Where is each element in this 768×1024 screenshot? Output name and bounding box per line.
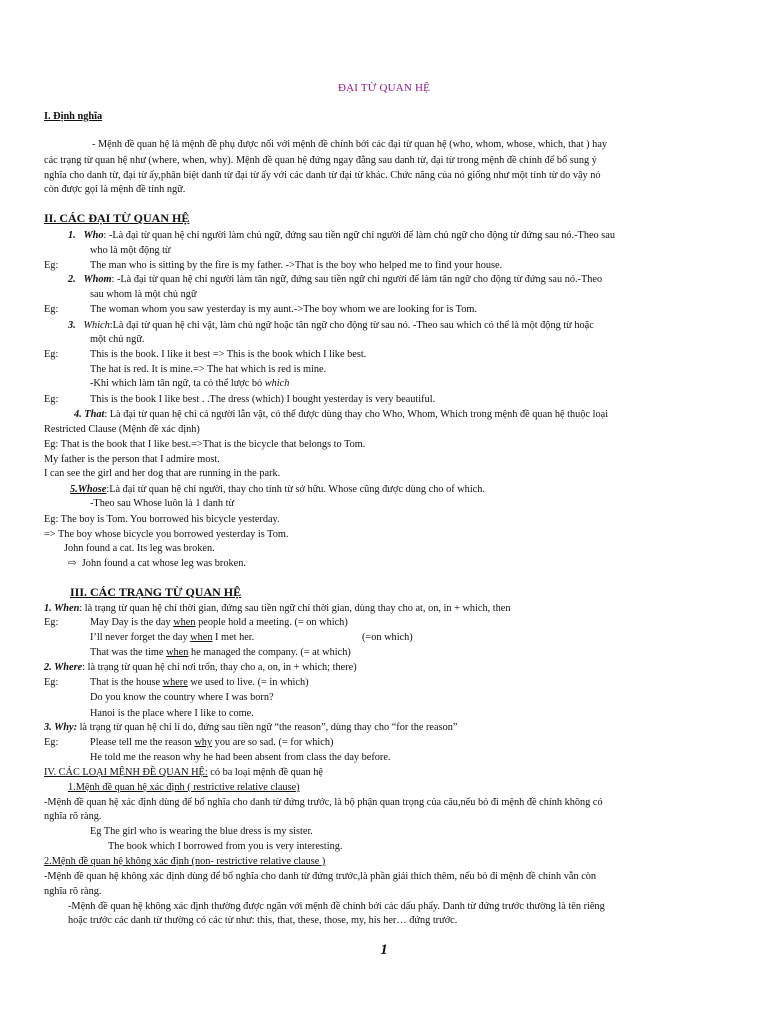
- section-4-heading-rest: có ba loại mệnh đề quan hệ: [207, 767, 323, 778]
- term-where: 2. Where: [44, 662, 83, 673]
- when-definition: [44, 603, 511, 615]
- term-whose: 5.Whose: [70, 484, 107, 495]
- whose-definition-cont: -Theo sau Whose luôn là 1 danh từ: [90, 498, 235, 509]
- example-text: I met her.: [212, 632, 255, 643]
- that-definition-cont: Restricted Clause (Mệnh đề xác định): [44, 424, 200, 435]
- eg-label: Eg:: [44, 349, 59, 360]
- who-example: [44, 260, 502, 272]
- example-text: we used to live. (= in which): [187, 677, 309, 688]
- which-example-3-text: This is the book I like best . .The dress (which) I bought yesterday is very beautiful.: [90, 394, 436, 405]
- eg-label: Eg:: [44, 394, 59, 405]
- when-definition-text: : là trạng từ quan hệ chỉ thời gian, đứng sau tiền ngữ chỉ thời gian, dùng thay cho at, on, in + which, then: [79, 603, 511, 614]
- underlined-word: when: [166, 647, 189, 658]
- non-restrictive-heading: 2.Mệnh đề quan hệ không xác định (non- restrictive relative clause ): [44, 856, 326, 867]
- when-example-3: [90, 647, 351, 659]
- which-example-3: [44, 394, 435, 406]
- document-title: ĐẠI TỪ QUAN HỆ: [337, 82, 431, 94]
- whose-example-2: => The boy whose bicycle you borrowed yesterday is Tom.: [44, 529, 289, 540]
- example-text: That was the time: [90, 647, 167, 658]
- whom-definition-text: : -Là đại từ quan hệ chỉ người làm tân ngữ, đứng sau tiền ngữ chỉ người để làm tân ngữ cho động từ đứng sau nó.-Theo: [111, 274, 603, 285]
- which-definition-text: :Là đại từ quan hệ chỉ vật, làm chủ ngữ hoặc tân ngữ cho động từ sau nó. -Theo sau which có thể là một động từ hoặc: [109, 320, 594, 331]
- definition-line-3: nghĩa cho danh từ, đại từ ấy,phân biệt danh từ đại từ ấy với các danh từ đại từ khác. Chức năng của nó giống như một tính từ do vậy nó: [44, 170, 601, 181]
- term-that: 4. That: [74, 409, 105, 420]
- which-example-2: The hat is red. It is mine.=> The hat which is red is mine.: [90, 364, 327, 375]
- non-restrictive-line-4: hoặc trước các danh từ thường có các từ như: this, that, these, those, my, his her… đứng trước.: [68, 915, 458, 926]
- example-text: That is the house: [90, 677, 163, 688]
- section-1-heading: I. Định nghĩa: [44, 111, 103, 122]
- who-example-text: The man who is sitting by the fire is my father. ->That is the boy who helped me to find your house.: [90, 260, 503, 271]
- when-example-1: [44, 617, 348, 629]
- which-definition-cont: một chủ ngữ.: [90, 334, 145, 345]
- example-text: Please tell me the reason: [90, 737, 195, 748]
- whose-example-3: John found a cat. Its leg was broken.: [64, 543, 215, 554]
- definition-line-4: còn được gọi là mệnh đề tính ngữ.: [44, 184, 186, 195]
- term-who: Who: [83, 230, 104, 241]
- where-example-1: [44, 677, 309, 689]
- who-definition-text: : -Là đại từ quan hệ chỉ người làm chủ ngữ, đứng sau tiền ngữ chỉ người để làm chủ ngữ cho động từ đứng sau nó.-Theo sau: [103, 230, 616, 241]
- eg-label: Eg:: [44, 304, 59, 315]
- non-restrictive-line-3: -Mệnh đề quan hệ không xác định thường được ngăn với mệnh đề chính bởi các dấu phẩy. Danh từ đứng trước thường là tên riêng: [68, 901, 605, 912]
- restrictive-example-1: Eg The girl who is wearing the blue dress is my sister.: [90, 826, 313, 837]
- underlined-word: when: [173, 617, 196, 628]
- whom-example: [44, 304, 477, 316]
- whose-definition: [70, 484, 485, 496]
- page-number: 1: [380, 942, 388, 958]
- which-note-italic: which: [264, 378, 290, 389]
- list-number: 1.: [68, 230, 76, 241]
- example-text: I’ll never forget the day: [90, 632, 191, 643]
- list-number: 2.: [68, 274, 76, 285]
- which-example-1-text: This is the book. I like it best => This is the book which I like best.: [90, 349, 367, 360]
- where-definition: [44, 662, 357, 674]
- that-example-2: My father is the person that I admire most.: [44, 454, 220, 465]
- restrictive-line-1: -Mệnh đề quan hệ xác định dùng để bổ nghĩa cho danh từ đứng trước, là bộ phận quan trọng của câu,nếu bỏ đi mệnh đề chính không có: [44, 797, 603, 808]
- which-note-text: -Khi which làm tân ngữ, ta có thể lược bỏ: [90, 378, 265, 389]
- term-whom: Whom: [83, 274, 112, 285]
- which-definition: [68, 320, 594, 332]
- when-example-2: [90, 632, 254, 644]
- whose-example-4: [68, 558, 246, 570]
- restrictive-line-2: nghĩa rõ ràng.: [44, 811, 102, 822]
- restrictive-example-2: The book which I borrowed from you is very interesting.: [108, 841, 343, 852]
- non-restrictive-line-1: -Mệnh đề quan hệ không xác định dùng để bổ nghĩa cho danh từ đứng trước,là phần giải thích thêm, nếu bỏ đi mệnh đề chính vẫn còn: [44, 871, 597, 882]
- example-text: May Day is the day: [90, 617, 174, 628]
- arrow-icon: ⇨: [68, 558, 77, 569]
- that-definition: [74, 409, 608, 421]
- whom-definition-cont: sau whom là một chủ ngữ: [90, 289, 197, 300]
- non-restrictive-line-2: nghĩa rõ ràng.: [44, 886, 102, 897]
- whom-example-text: The woman whom you saw yesterday is my aunt.->The boy whom we are looking for is Tom.: [90, 304, 477, 315]
- term-when: 1. When: [44, 603, 80, 614]
- term-which: Which: [83, 320, 110, 331]
- when-example-2-note: (=on which): [362, 632, 413, 643]
- why-example-2: He told me the reason why he had been absent from class the day before.: [90, 752, 391, 763]
- which-example-1: [44, 349, 366, 361]
- why-example-1: [44, 737, 333, 749]
- that-example-3: I can see the girl and her dog that are running in the park.: [44, 468, 281, 479]
- eg-label: Eg:: [44, 737, 59, 748]
- underlined-word: when: [190, 632, 213, 643]
- eg-label: Eg:: [44, 677, 59, 688]
- where-definition-text: : là trạng từ quan hệ chỉ nơi trốn, thay cho a, on, in + which; there): [82, 662, 357, 673]
- eg-label: Eg:: [44, 617, 59, 628]
- example-text: he managed the company. (= at which): [188, 647, 351, 658]
- whose-definition-text: :Là đại từ quan hệ chỉ người, thay cho tính từ sở hữu. Whose cũng được dùng cho of which.: [106, 484, 485, 495]
- definition-line-1: - Mệnh đề quan hệ là mệnh đề phụ được nối với mệnh đề chính bởi các đại từ quan hệ (who, whom, whose, which, that ) hay: [92, 139, 608, 150]
- who-definition-cont: who là một động từ: [90, 245, 171, 256]
- who-definition: [68, 230, 615, 242]
- example-text: people hold a meeting. (= on which): [195, 617, 348, 628]
- whose-example-4-text: John found a cat whose leg was broken.: [81, 558, 246, 569]
- why-definition: [44, 722, 457, 734]
- restrictive-heading: 1.Mệnh đề quan hệ xác định ( restrictive relative clause): [68, 782, 300, 793]
- which-note: [90, 378, 289, 390]
- section-4-heading: [44, 767, 323, 779]
- section-3-heading: III. CÁC TRẠNG TỪ QUAN HỆ: [70, 585, 242, 599]
- eg-label: Eg:: [44, 260, 59, 271]
- list-number: 3.: [68, 320, 76, 331]
- underlined-word: where: [162, 677, 188, 688]
- that-definition-text: : Là đại từ quan hệ chỉ cả người lẫn vật, có thể được dùng thay cho Who, Whom, Which trong mệnh đề quan hệ thuộc loại: [104, 409, 609, 420]
- that-example-1: Eg: That is the book that I like best.=>That is the bicycle that belongs to Tom.: [44, 439, 366, 450]
- term-why: 3. Why:: [44, 722, 77, 733]
- where-example-2: Do you know the country where I was born?: [90, 692, 274, 703]
- section-2-heading: II. CÁC ĐẠI TỪ QUAN HỆ: [44, 211, 190, 225]
- where-example-3: Hanoi is the place where I like to come.: [90, 708, 254, 719]
- why-definition-text: là trạng từ quan hệ chỉ lí do, đứng sau tiền ngữ “the reason”, dùng thay cho “for the reason”: [77, 722, 458, 733]
- underlined-word: why: [194, 737, 213, 748]
- whom-definition: [68, 274, 602, 286]
- whose-example-1: Eg: The boy is Tom. You borrowed his bicycle yesterday.: [44, 514, 280, 525]
- section-4-heading-title: IV. CÁC LOẠI MỆNH ĐỀ QUAN HỆ:: [44, 767, 208, 778]
- example-text: you are so sad. (= for which): [212, 737, 334, 748]
- definition-line-2: các trạng từ quan hệ như (where, when, why). Mệnh đề quan hệ đứng ngay đằng sau danh từ, đại từ trong mệnh đề chính để bổ sung ý: [44, 155, 597, 166]
